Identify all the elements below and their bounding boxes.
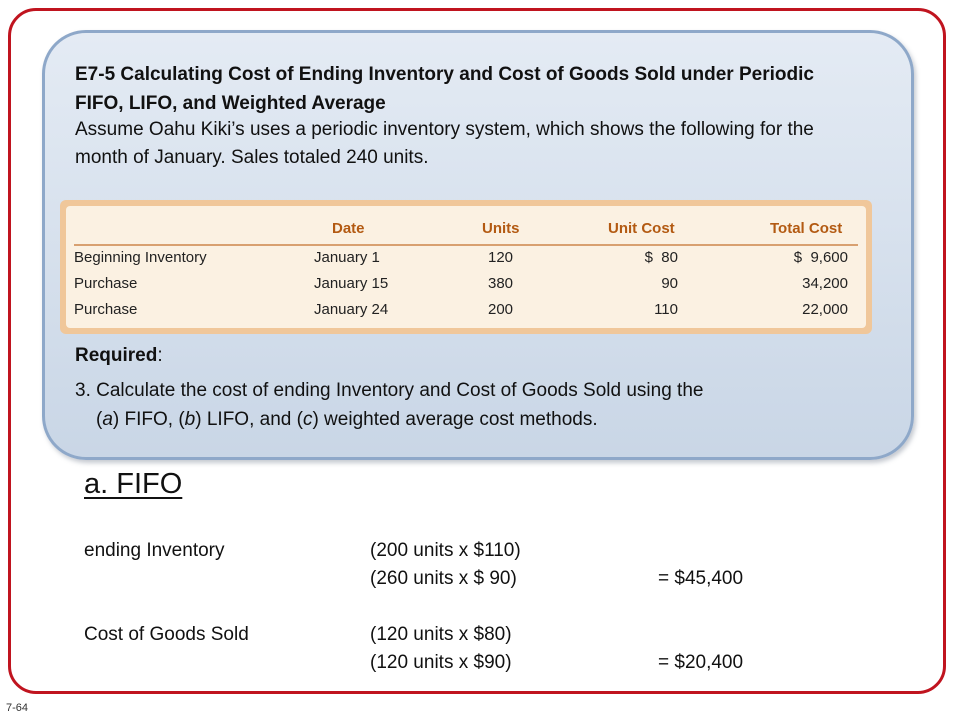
inventory-table-body: [66, 206, 866, 328]
table-cell-label: Beginning Inventory: [74, 249, 207, 266]
ending-inventory-line-2: (260 units x $ 90): [370, 568, 517, 589]
table-header-unit-cost: Unit Cost: [608, 220, 675, 237]
required-part: ) LIFO, and (: [195, 409, 303, 430]
problem-heading: E7-5 Calculating Cost of Ending Inventory and Cost of Goods Sold under Periodic FIFO, LIFO, and Weighted Average: [75, 64, 814, 114]
table-cell-total-cost: 22,000: [802, 301, 848, 318]
table-cell-total-cost: $ 9,600: [793, 249, 848, 266]
required-line-2: [75, 405, 875, 434]
table-cell-label: Purchase: [74, 275, 138, 292]
ending-inventory-line-1: (200 units x $110): [370, 540, 521, 561]
required-heading: [75, 345, 163, 367]
section-title: a. FIFO: [84, 468, 183, 500]
required-text: [75, 376, 875, 434]
required-part-italic: c: [302, 409, 313, 430]
table-cell-units: 120: [488, 249, 514, 266]
required-part-italic: b: [184, 409, 196, 430]
required-part: ) FIFO, (: [112, 409, 185, 430]
slide-number: 7-64: [6, 702, 29, 714]
table-cell-total-cost: 34,200: [802, 275, 848, 292]
table-cell-label: Purchase: [74, 301, 138, 318]
table-cell-units: 200: [488, 301, 514, 318]
problem-text: Assume Oahu Kiki’s uses a periodic inventory system, which shows the following for the month of January. Sales totaled 240 units.: [75, 119, 814, 168]
table-header-units: Units: [482, 220, 520, 237]
required-line-1: 3. Calculate the cost of ending Inventory and Cost of Goods Sold using the: [75, 380, 704, 401]
table-cell-date: January 1: [314, 249, 380, 266]
required-label: Required: [75, 345, 158, 366]
inventory-table: [60, 200, 872, 334]
table-header-total-cost: Total Cost: [770, 220, 843, 237]
cogs-line-1: (120 units x $80): [370, 624, 512, 645]
table-header-divider: [74, 244, 858, 246]
table-cell-date: January 24: [314, 301, 389, 318]
required-part-italic: a: [102, 409, 113, 430]
cogs-label: Cost of Goods Sold: [84, 624, 249, 645]
table-header-date: Date: [332, 220, 365, 237]
ending-inventory-result: = $45,400: [658, 568, 744, 589]
table-cell-unit-cost: 110: [654, 301, 678, 318]
cogs-line-2: (120 units x $90): [370, 652, 512, 673]
cogs-result: = $20,400: [658, 652, 744, 673]
table-cell-unit-cost: 90: [661, 275, 678, 292]
required-colon: :: [157, 345, 163, 366]
required-part: ) weighted average cost methods.: [312, 409, 598, 430]
table-cell-date: January 15: [314, 275, 389, 292]
table-cell-unit-cost: $ 80: [644, 249, 678, 266]
table-cell-units: 380: [488, 275, 514, 292]
required-part: (: [96, 409, 103, 430]
ending-inventory-label: ending Inventory: [84, 540, 225, 561]
